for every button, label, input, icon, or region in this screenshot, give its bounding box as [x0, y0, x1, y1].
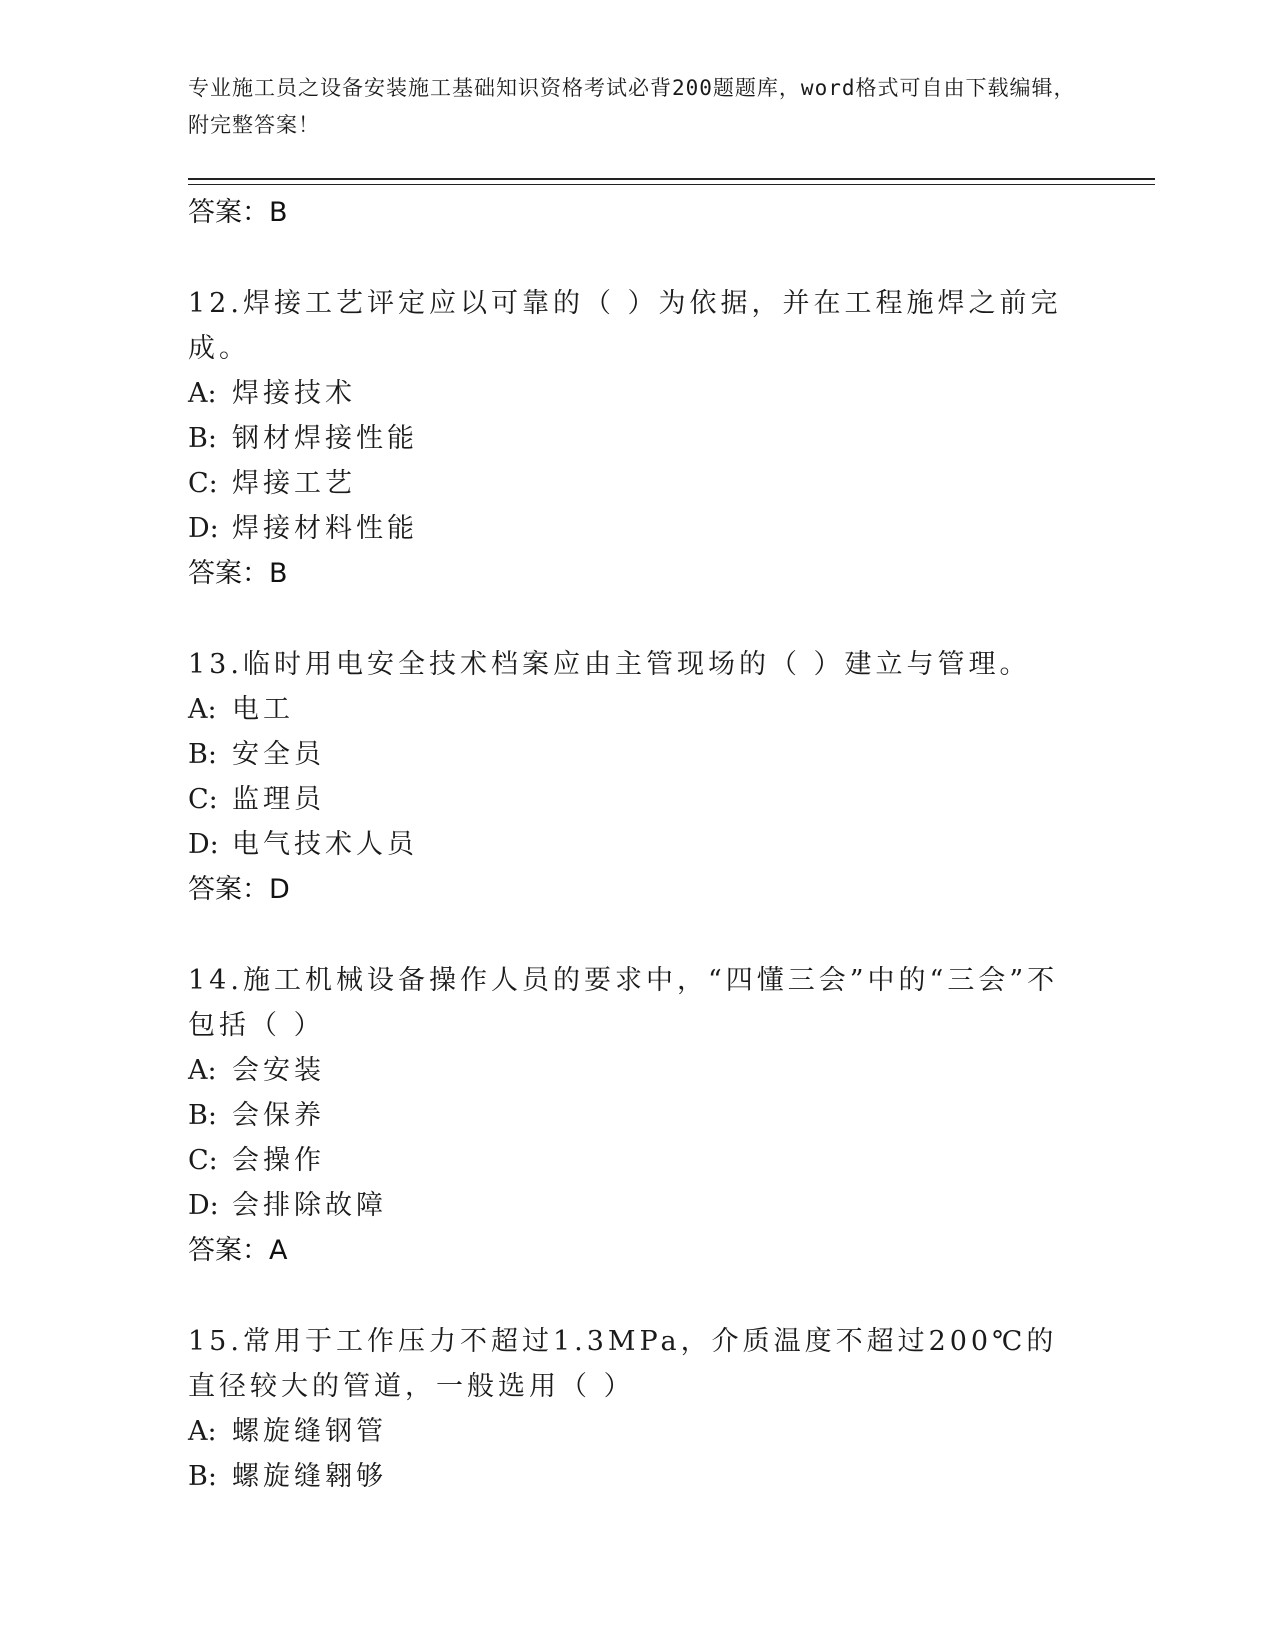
option-letter: C:: [188, 468, 218, 499]
option-a: [188, 687, 1088, 732]
option-text: 螺旋缝钢管: [232, 1416, 387, 1447]
answer-line: 答案：B: [188, 558, 288, 589]
option-a: [188, 371, 1088, 416]
option-a: [188, 1048, 1088, 1093]
spacer: [188, 596, 1088, 642]
option-text: 安全员: [232, 739, 325, 770]
option-letter: B:: [188, 1100, 217, 1131]
option-text: 会排除故障: [232, 1190, 387, 1221]
question-block: [188, 1319, 1088, 1499]
option-letter: A:: [188, 694, 217, 725]
question-text: 12.焊接工艺评定应以可靠的（ ）为依据，并在工程施焊之前完成。: [188, 288, 1062, 364]
question-block: [188, 642, 1088, 912]
question-text: 14.施工机械设备操作人员的要求中，“四懂三会”中的“三会”不包括（ ）: [188, 965, 1059, 1041]
option-letter: B:: [188, 739, 217, 770]
option-d: [188, 1183, 1088, 1228]
option-b: [188, 732, 1088, 777]
option-letter: B:: [188, 423, 217, 454]
option-text: 焊接技术: [232, 378, 356, 409]
option-c: [188, 1138, 1088, 1183]
option-text: 会操作: [232, 1145, 325, 1176]
option-text: 焊接材料性能: [232, 513, 418, 544]
question-list: [188, 190, 1088, 1499]
answer-line: 答案：D: [188, 874, 290, 905]
option-letter: D:: [188, 1190, 219, 1221]
question-text: 13.临时用电安全技术档案应由主管现场的（ ）建立与管理。: [188, 649, 1031, 680]
option-text: 监理员: [232, 784, 325, 815]
option-text: 钢材焊接性能: [232, 423, 418, 454]
option-text: 焊接工艺: [232, 468, 356, 499]
spacer: [188, 1273, 1088, 1319]
spacer: [188, 912, 1088, 958]
option-b: [188, 1454, 1088, 1499]
answer-line: 答案：B: [188, 197, 288, 228]
header-rule-thick: [188, 178, 1155, 180]
option-d: [188, 822, 1088, 867]
option-text: 电气技术人员: [232, 829, 418, 860]
header-rule-thin: [188, 184, 1155, 185]
option-d: [188, 506, 1088, 551]
option-text: 会保养: [232, 1100, 325, 1131]
option-text: 会安装: [232, 1055, 325, 1086]
option-letter: C:: [188, 1145, 218, 1176]
option-a: [188, 1409, 1088, 1454]
option-letter: C:: [188, 784, 218, 815]
option-b: [188, 1093, 1088, 1138]
option-letter: D:: [188, 513, 219, 544]
option-letter: D:: [188, 829, 219, 860]
option-b: [188, 416, 1088, 461]
document-header: 专业施工员之设备安装施工基础知识资格考试必背200题题库，word格式可自由下载编辑，附完整答案！: [188, 76, 1076, 137]
option-c: [188, 777, 1088, 822]
spacer: [188, 235, 1088, 281]
option-text: 电工: [232, 694, 294, 725]
question-block: [188, 958, 1088, 1273]
option-letter: B:: [188, 1461, 217, 1492]
option-text: 螺旋缝翱够: [232, 1461, 387, 1492]
option-c: [188, 461, 1088, 506]
question-text: 15.常用于工作压力不超过1.3MPa，介质温度不超过200℃的直径较大的管道，一般选用（ ）: [188, 1326, 1058, 1402]
question-block: [188, 281, 1088, 596]
option-letter: A:: [188, 1416, 217, 1447]
option-letter: A:: [188, 378, 217, 409]
option-letter: A:: [188, 1055, 217, 1086]
answer-line: 答案：A: [188, 1235, 288, 1266]
